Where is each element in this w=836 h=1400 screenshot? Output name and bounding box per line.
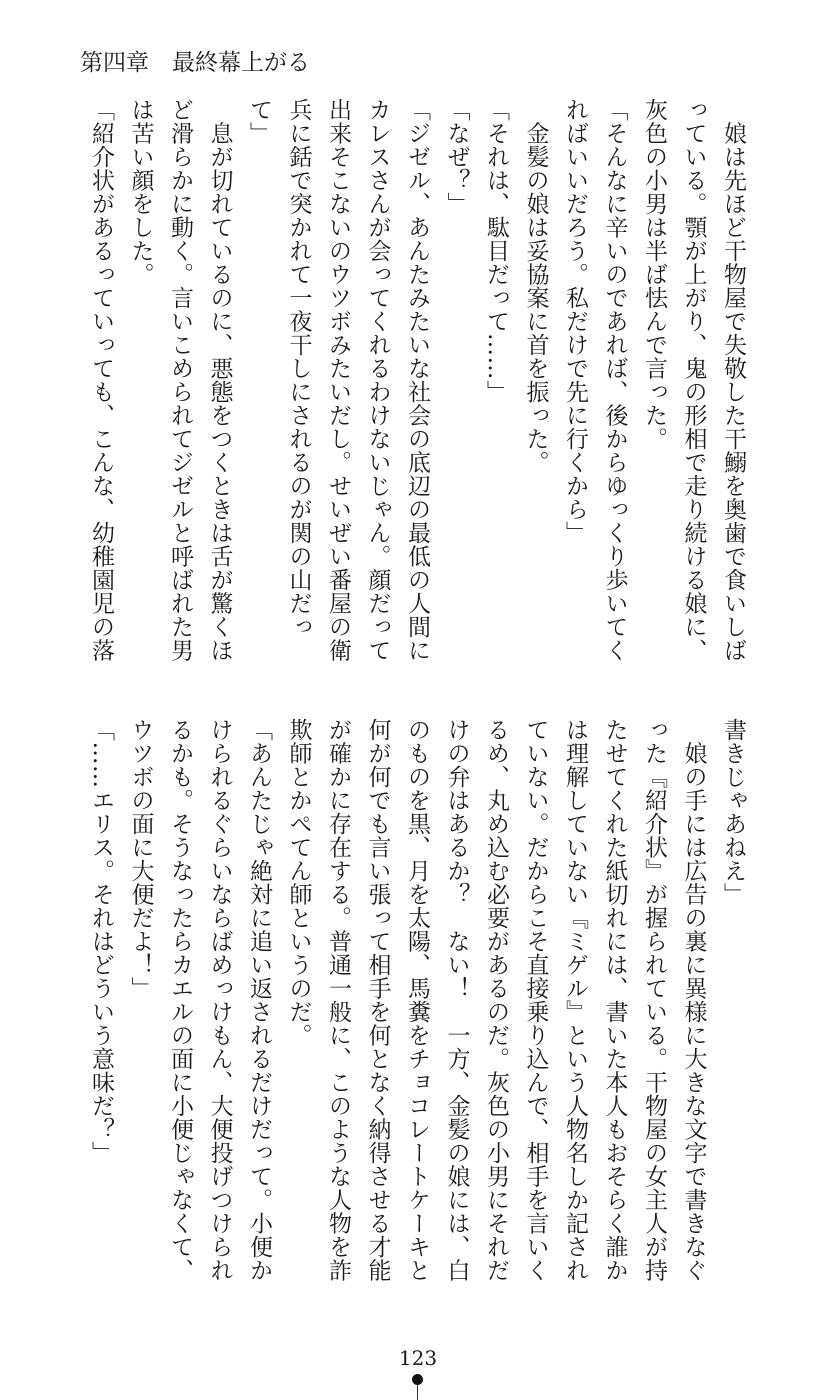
text-column: ればいいだろう。私だけで先に行くから」 <box>562 98 588 545</box>
text-column: った『紹介状』が握られている。干物屋の女主人が持 <box>641 718 667 1282</box>
text-column: 書きじゃあねえ」 <box>720 718 746 906</box>
text-column: 娘は先ほど干物屋で失敬した干鰯を奥歯で食いしば <box>720 98 746 662</box>
page-number: 123 <box>398 1346 438 1370</box>
text-column: 「紹介状があるっていっても、こんな、幼稚園児の落 <box>88 98 114 662</box>
upper-text-block <box>81 98 753 698</box>
text-column: 欺師とかぺてん師というのだ。 <box>285 718 312 1047</box>
text-column: は理解していない『ミゲル』という人物名しか記され <box>562 718 588 1282</box>
text-column: 灰色の小男は半ば怯んで言った。 <box>641 98 667 451</box>
text-column: っている。顎が上がり、鬼の形相で走り続ける娘に、 <box>680 98 707 662</box>
text-column: けの弁はあるか？ ない！ 一方、金髪の娘には、白 <box>443 718 470 1282</box>
text-column: けられるぐらいならばめっけもん、大便投げつけられ <box>206 718 233 1282</box>
text-column: 出来そこないのウツボみたいだし。せいぜい番屋の衛 <box>325 98 351 662</box>
text-column: たせてくれた紙切れには、書いた本人もおそらく誰か <box>601 718 628 1282</box>
text-column: て」 <box>246 98 272 145</box>
text-column: 娘の手には広告の裏に異様に大きな文字で書きなぐ <box>680 718 707 1282</box>
text-column: 金髪の娘は妥協案に首を振った。 <box>522 98 549 474</box>
text-column: カレスさんが会ってくれるわけないじゃん。顔だって <box>364 98 391 662</box>
running-header: 第四章 最終幕上がる <box>80 50 310 76</box>
text-column: ウツボの面に大便だよ！」 <box>127 718 154 1000</box>
text-column: ていない。だからこそ直接乗り込んで、相手を言いく <box>522 718 549 1282</box>
text-column: ど滑らかに動く。言いこめられてジゼルと呼ばれた男 <box>167 98 193 662</box>
text-column: るめ、丸め込む必要があるのだ。灰色の小男にそれだ <box>483 718 509 1282</box>
text-column: が確かに存在する。普通一般に、このような人物を詐 <box>325 718 351 1282</box>
page-marker-dot <box>412 1374 423 1385</box>
text-column: 「あんたじゃ絶対に追い返されるだけだって。小便か <box>246 718 272 1282</box>
text-column: は苦い顔をした。 <box>127 98 154 286</box>
text-column: るかも。そうなったらカエルの面に小便じゃなくて、 <box>167 718 193 1282</box>
text-column: 「そんなに辛いのであれば、後からゆっくり歩いてく <box>601 98 628 662</box>
text-column: 「ジゼル、あんたみたいな社会の底辺の最低の人間に <box>404 98 430 662</box>
text-column: 息が切れているのに、悪態をつくときは舌が驚くほ <box>206 98 233 662</box>
text-column: 「なぜ？」 <box>443 98 470 216</box>
text-column: 兵に銛で突かれて一夜干しにされるのが関の山だっ <box>285 98 312 639</box>
text-column: 「……エリス。それはどういう意味だ？」 <box>88 718 114 1165</box>
page-marker-line <box>417 1385 418 1400</box>
text-column: のものを黒、月を太陽、馬糞をチョコレートケーキと <box>404 718 430 1282</box>
text-column: 「それは、駄目だって……」 <box>483 98 509 404</box>
lower-text-block <box>81 718 753 1318</box>
text-column: 何が何でも言い張って相手を何となく納得させる才能 <box>364 718 391 1282</box>
